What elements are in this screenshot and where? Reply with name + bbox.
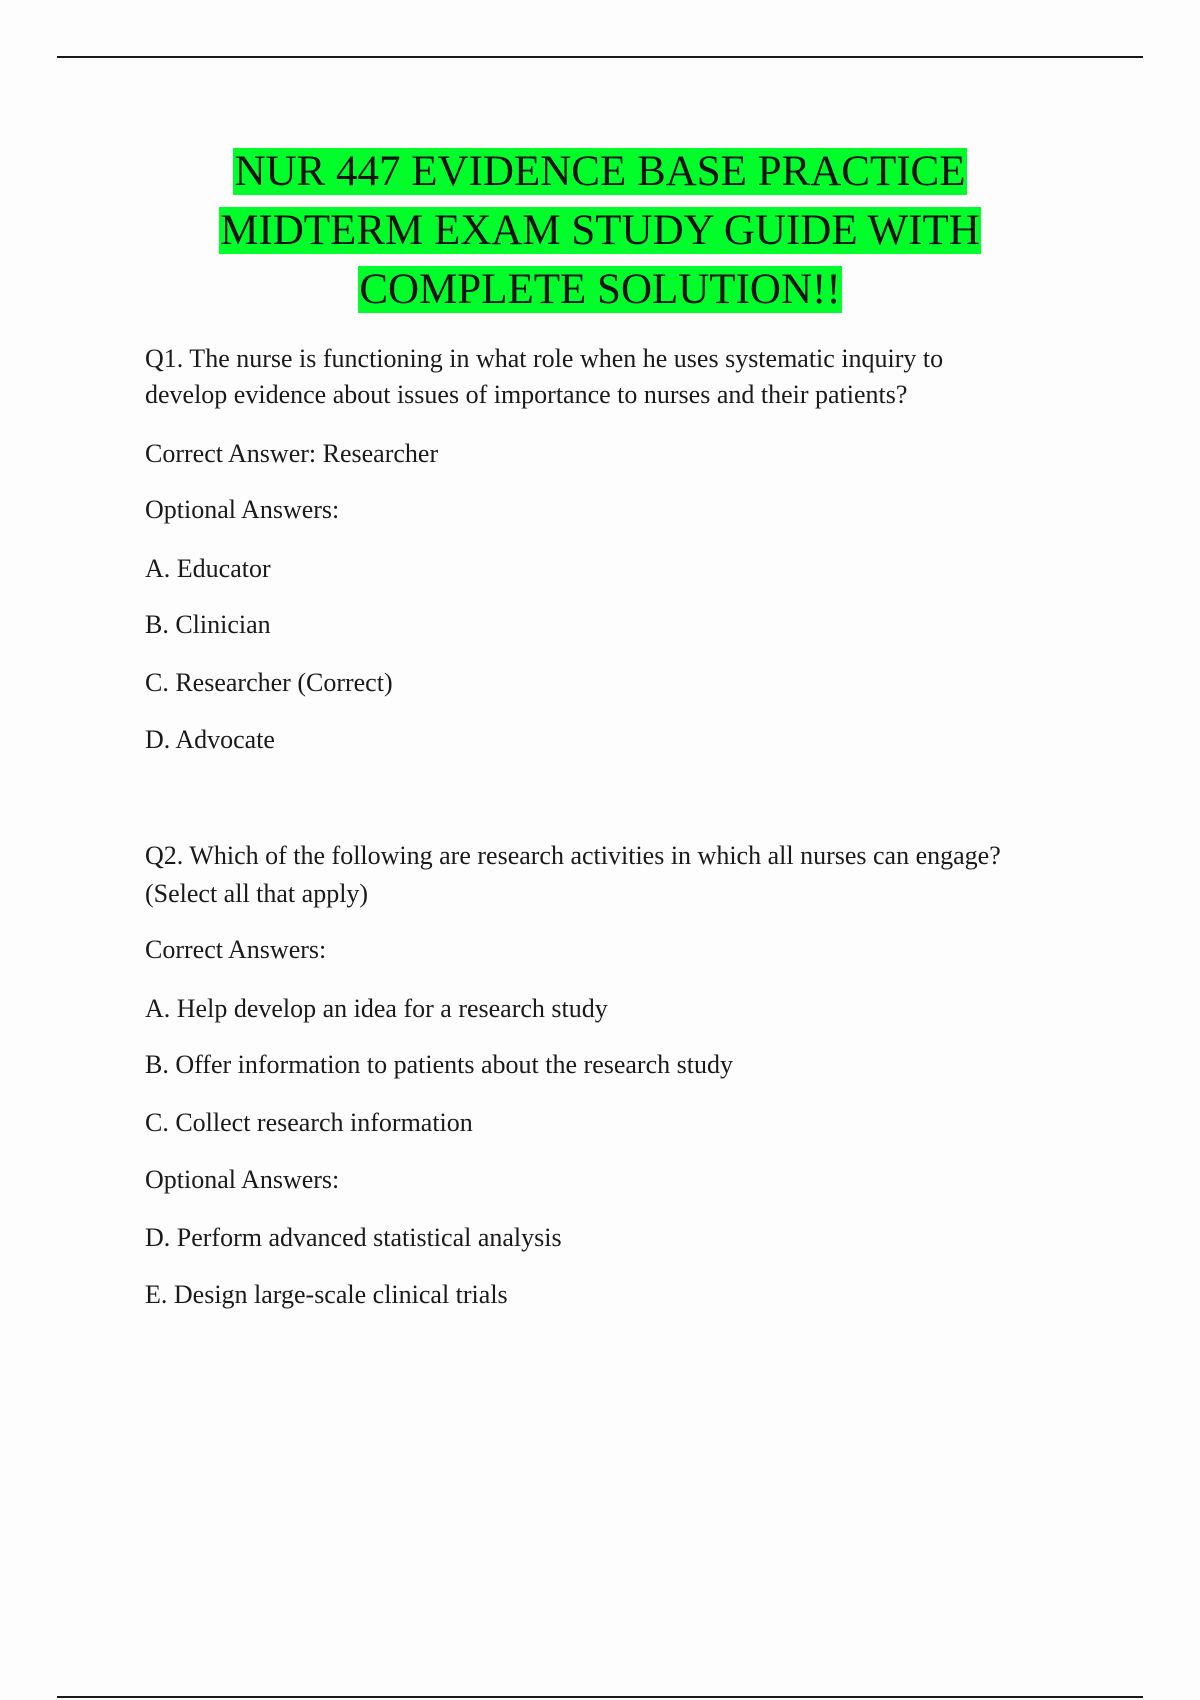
q1-question-line-2: develop evidence about issues of importance to nurses and their patients? xyxy=(145,380,908,409)
q2-correct-option-a: A. Help develop an idea for a research study xyxy=(145,994,608,1023)
q1-correct-answer: Correct Answer: Researcher xyxy=(145,439,439,468)
q1-question-line-1: Q1. The nurse is functioning in what role when he uses systematic inquiry to xyxy=(145,344,944,373)
footer-rule xyxy=(57,1696,1143,1698)
q1-option-d: D. Advocate xyxy=(145,725,275,754)
q2-correct-option-c: C. Collect research information xyxy=(145,1108,473,1137)
title-line-3: COMPLETE SOLUTION!! xyxy=(359,266,841,313)
q1-optional-heading: Optional Answers: xyxy=(145,495,340,524)
q2-correct-option-b: B. Offer information to patients about the research study xyxy=(145,1050,733,1079)
q1-option-c: C. Researcher (Correct) xyxy=(145,668,393,697)
q2-correct-heading: Correct Answers: xyxy=(145,935,327,964)
q2-optional-option-e: E. Design large-scale clinical trials xyxy=(145,1280,508,1309)
q1-option-b: B. Clinician xyxy=(145,610,271,639)
q2-optional-heading: Optional Answers: xyxy=(145,1165,340,1194)
header-rule xyxy=(57,56,1143,58)
q2-optional-option-d: D. Perform advanced statistical analysis xyxy=(145,1223,562,1252)
q2-question-line-2: (Select all that apply) xyxy=(145,879,369,908)
document-title xyxy=(100,142,1100,319)
title-line-1: NUR 447 EVIDENCE BASE PRACTICE xyxy=(234,148,966,195)
q1-option-a: A. Educator xyxy=(145,554,271,583)
q2-question-line-1: Q2. Which of the following are research activities in which all nurses can engage? xyxy=(145,841,1001,870)
title-line-2: MIDTERM EXAM STUDY GUIDE WITH xyxy=(220,207,980,254)
